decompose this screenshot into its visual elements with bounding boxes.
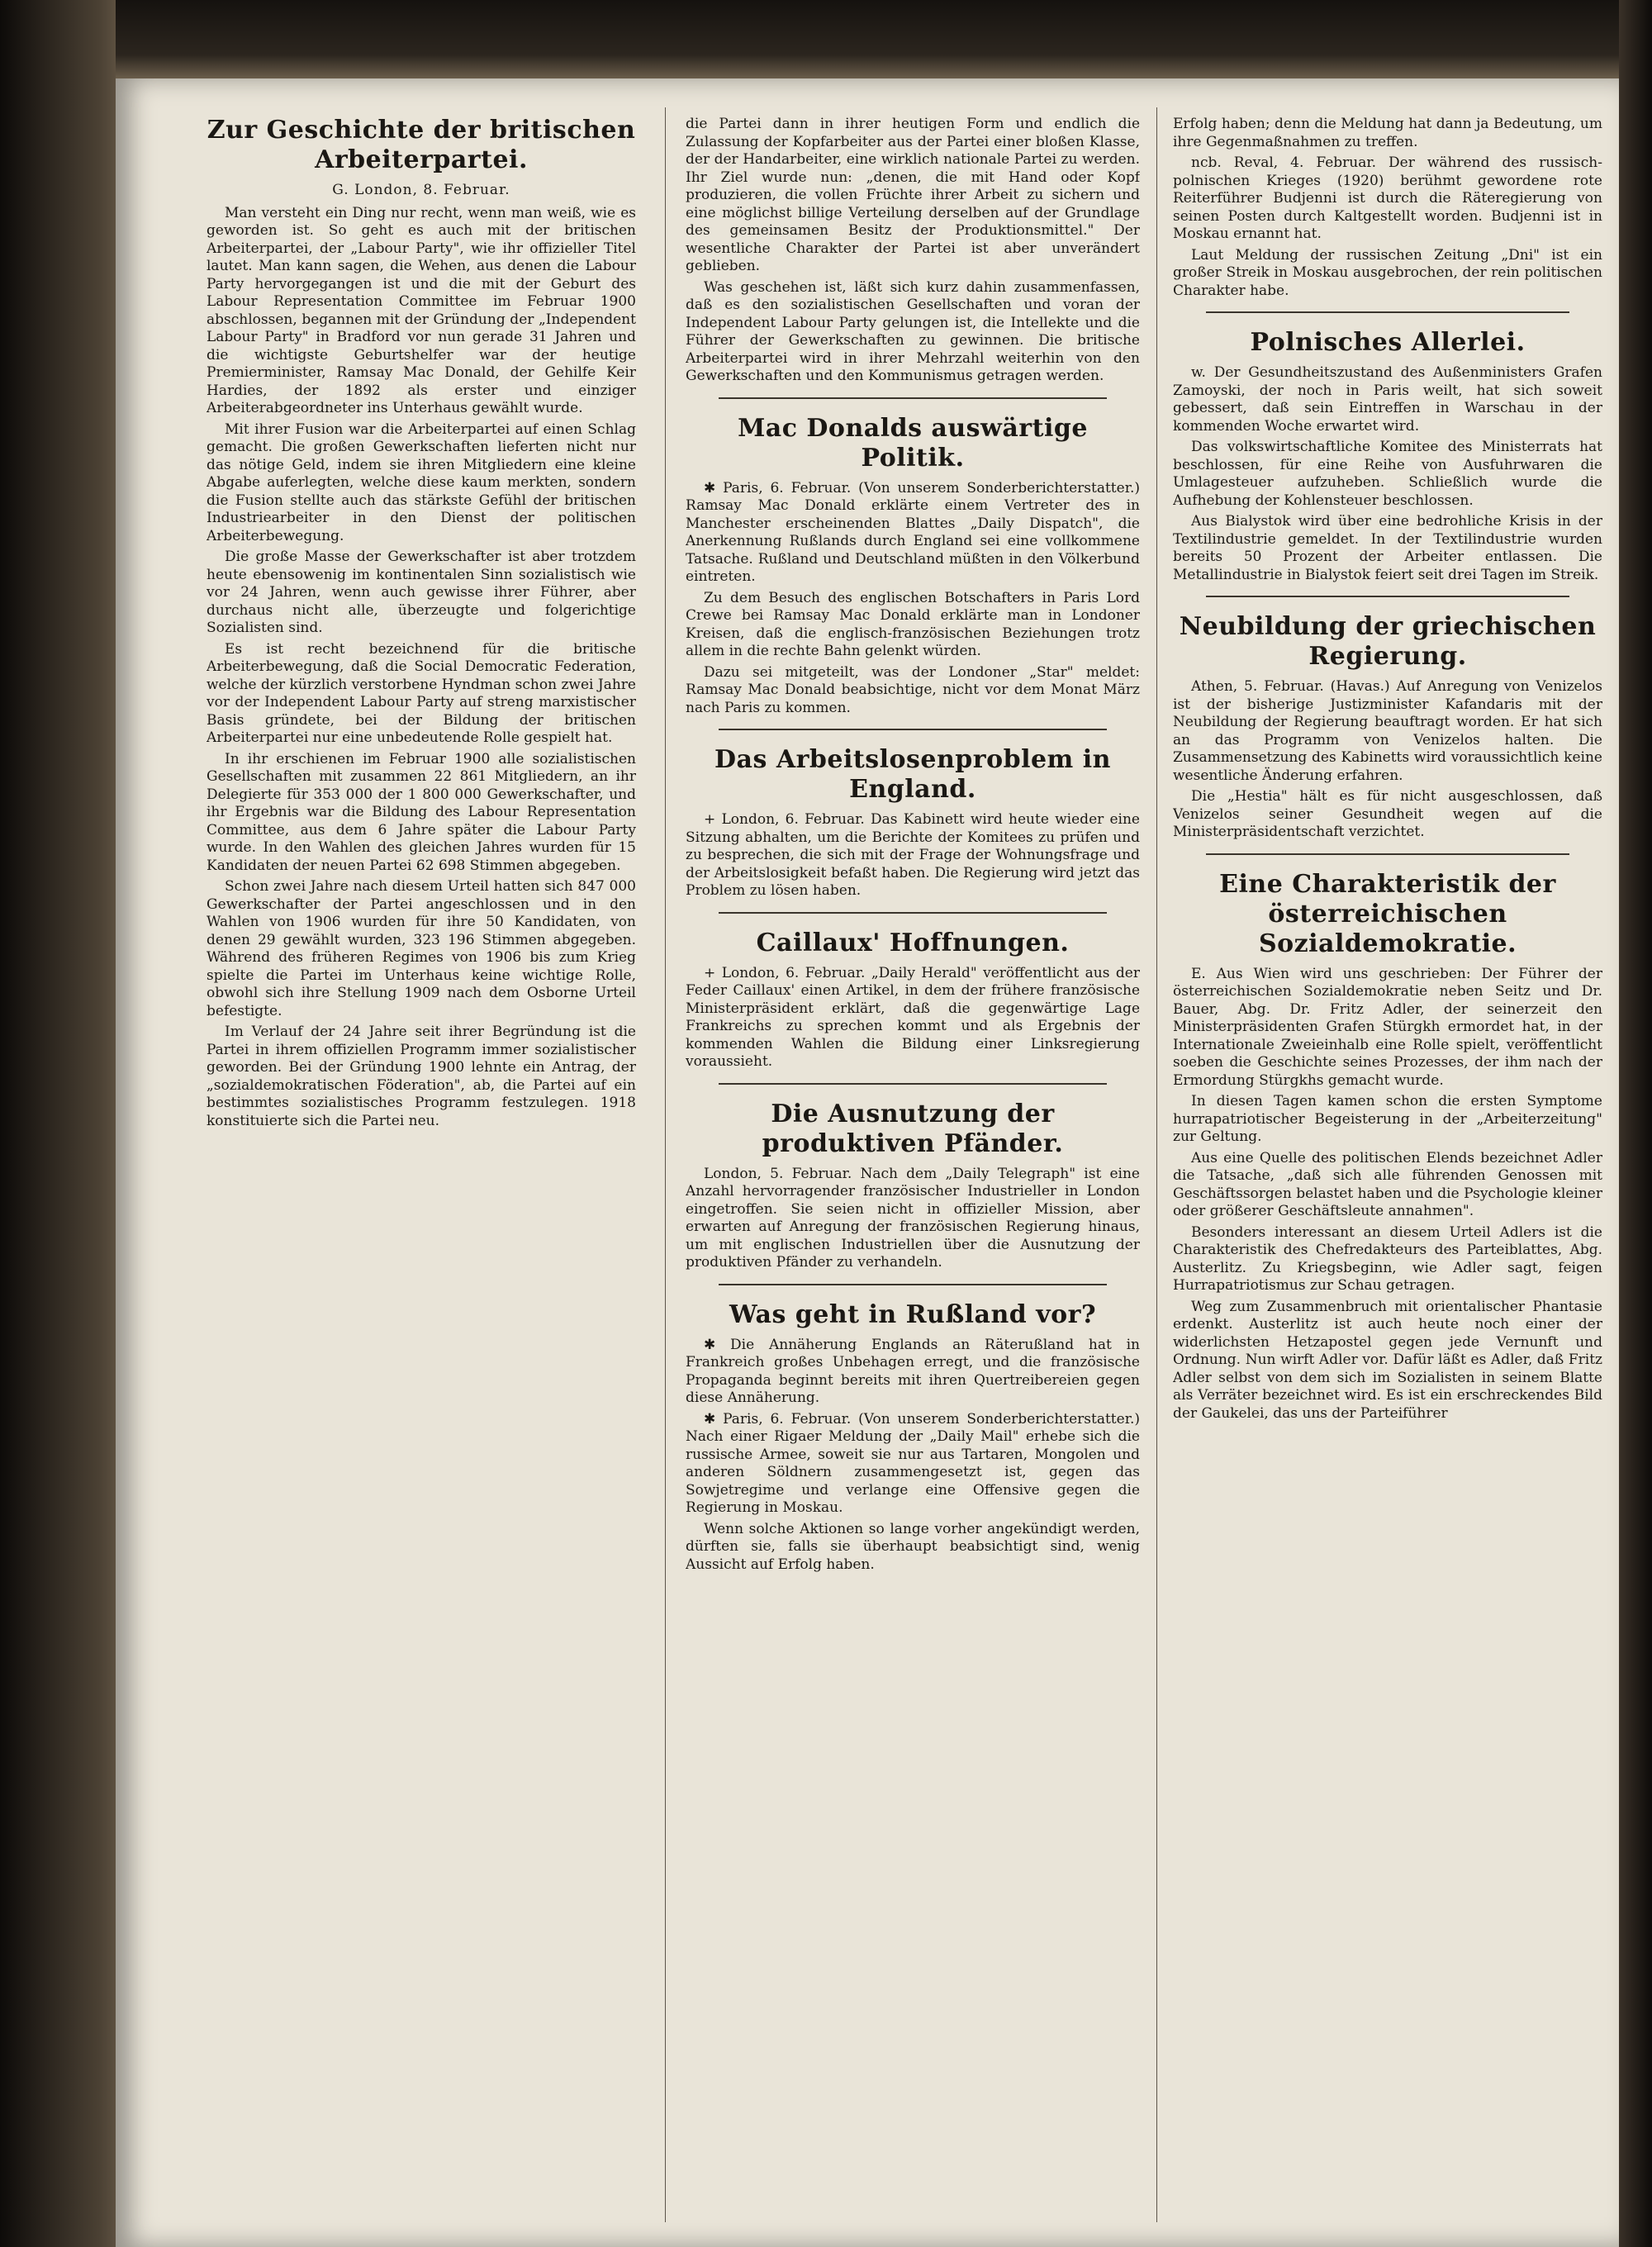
scan-top-edge xyxy=(116,0,1619,78)
headline-productive-pledges: Die Ausnutzung der produktiven Pfänder. xyxy=(762,1099,1064,1158)
paragraph: In ihr erschienen im Februar 1900 alle sozialistischen Gesellschaften mit zusammen 22 861 Mitgliedern, an ihr Delegierte für 353 000 der 1 800 000 Gewerkschafter, und ihr Ergebnis war die Bildung des Labour Representation Committee, aus dem 6 Jahre später die Labour Party wurde. In den Wahlen des gleichen Jahres wurden für 15 Kandidaten der neuen Partei 62 698 Stimmen abgegeben. xyxy=(206,750,636,874)
section-rule xyxy=(1206,311,1569,313)
paragraph: Zu dem Besuch des englischen Botschafters in Paris Lord Crewe bei Ramsay Mac Donald erklärte man in Londoner Kreisen, daß die englisch-französischen Beziehungen trotz allem in die rechte Bahn gelenkt würden. xyxy=(686,589,1140,659)
section-rule xyxy=(719,729,1107,730)
paragraph: Die „Hestia" hält es für nicht ausgeschlossen, daß Venizelos seiner Gesundheit wegen auf die Ministerpräsidentschaft verzichtet. xyxy=(1173,788,1602,840)
paragraph: ✱ Die Annäherung Englands an Räterußland hat in Frankreich großes Unbehagen erregt, und die französische Propaganda beginnt bereits mit ihren Quertreibereien gegen diese Annäherung. xyxy=(686,1336,1140,1406)
book-binding-right xyxy=(1619,0,1652,2247)
dateline: G. London, 8. Februar. xyxy=(332,182,510,198)
headline-unemployment-england: Das Arbeitslosenproblem in England. xyxy=(714,745,1111,804)
section-rule xyxy=(719,1083,1107,1085)
paragraph: ✱ Paris, 6. Februar. (Von unserem Sonderberichterstatter.) Nach einer Rigaer Meldung der „Daily Mail" erhebe sich die russische Armee, soweit sie nur aus Tartaren, Mongolen und anderen Söldnern zusammengesetzt ist, gegen das Sowjetregime und verlange eine Offensive gegen die Regierung in Moskau. xyxy=(686,1410,1140,1516)
paragraph: Besonders interessant an diesem Urteil Adlers ist die Charakteristik des Chefredakteurs des Parteiblattes, Abg. Austerlitz. Zu Kriegsbeginn, wie Adler sagt, feigen Hurrapatriotismus zur Schau getragen. xyxy=(1173,1223,1602,1294)
section-rule xyxy=(1206,853,1569,855)
paragraph: ncb. Reval, 4. Februar. Der während des russisch-polnischen Krieges (1920) berühmt gewordene rote Reiterführer Budjenni ist durch die Räteregierung von seinen Posten durch Kaltgestellt worden. Budjenni ist in Moskau ernannt hat. xyxy=(1173,154,1602,242)
section-rule xyxy=(719,1284,1107,1285)
paragraph: Was geschehen ist, läßt sich kurz dahin zusammenfassen, daß es den sozialistischen Gesellschaften und voran der Independent Labour Party gelungen ist, die Intellekte und die Führer der Gewerkschaften zu gewinnen. Die britische Arbeiterpartei wird in ihrer Mehrzahl weiterhin von den Gewerkschaften und den Kommunismus getragen werden. xyxy=(686,278,1140,384)
paragraph: Dazu sei mitgeteilt, was der Londoner „Star" meldet: Ramsay Mac Donald beabsichtige, nicht vor dem Monat März nach Paris zu kommen. xyxy=(686,663,1140,716)
paragraph: w. Der Gesundheitszustand des Außenministers Grafen Zamoyski, der noch in Paris weilt, hat sich soweit gebessert, daß sein Eintreffen in Warschau in der kommenden Woche erwartet wird. xyxy=(1173,364,1602,435)
paragraph: Im Verlauf der 24 Jahre seit ihrer Begründung ist die Partei in ihrem offiziellen Programm immer sozialistischer geworden. Bei der Gründung 1900 lehnte ein Antrag, der „sozialdemokratischen Föderation", ab, die Partei auf ein bestimmtes sozialistisches Programm festzulegen. 1918 konstituierte sich die Partei neu. xyxy=(206,1024,636,1129)
headline-macdonald-foreign-policy: Mac Donalds auswärtige Politik. xyxy=(738,413,1088,473)
column-2 xyxy=(686,116,1140,2230)
column-1 xyxy=(206,116,636,2230)
paragraph: Athen, 5. Februar. (Havas.) Auf Anregung von Venizelos ist der bisherige Justizminister Kafandaris mit der Neubildung der Regierung beauftragt worden. Er hat sich an das Programm von Venizelos halten. Die Zusammensetzung des Kabinetts wird voraussichtlich keine wesentliche Änderung erfahren. xyxy=(1173,678,1602,784)
paragraph: Laut Meldung der russischen Zeitung „Dni" ist ein großer Streik in Moskau ausgebrochen, der rein politischen Charakter habe. xyxy=(1173,246,1602,299)
paragraph: London, 5. Februar. Nach dem „Daily Telegraph" ist eine Anzahl hervorragender französischer Industrieller in London eingetroffen. Sie seien nicht in offizieller Mission, aber erwarten auf Anregung der französischen Regierung hinaus, um mit englischen Industriellen über die Ausnutzung der produktiven Pfänder zu verhandeln. xyxy=(686,1165,1140,1271)
section-rule xyxy=(1206,596,1569,597)
paragraph: Mit ihrer Fusion war die Arbeiterpartei auf einen Schlag gemacht. Die großen Gewerkschaften lieferten nicht nur das nötige Geld, indem sie ihren Mitgliedern eine kleine Abgabe auferlegten, welche diese kaum merkten, sondern die Fusion stellte auch das stärkste Gefühl der britischen Industriearbeiter in den Dienst der politischen Arbeiterbewegung. xyxy=(206,420,636,544)
paragraph: E. Aus Wien wird uns geschrieben: Der Führer der österreichischen Sozialdemokratie neben Seitz und Dr. Bauer, Abg. Dr. Fritz Adler, der seinerzeit den Ministerpräsidenten Grafen Stürgkh ermordet hat, in der Internationale Zweieinhalb eine Rolle spielt, veröffentlicht soeben die Geschichte seines Prozesses, der ihm nach der Ermordung Stürgkhs gemacht wurde. xyxy=(1173,965,1602,1089)
headline-caillaux-hopes: Caillaux' Hoffnungen. xyxy=(756,928,1070,957)
section-rule xyxy=(719,912,1107,914)
paragraph: Es ist recht bezeichnend für die britische Arbeiterbewegung, daß die Social Democratic Federation, welche der kürzlich verstorbene Hyndman schon zwei Jahre vor der Independent Labour Party auf streng marxistischer Basis gründete, bei der Bildung der britischen Arbeiterpartei nur eine unbedeutende Rolle gespielt hat. xyxy=(206,640,636,746)
section-rule xyxy=(719,397,1107,399)
headline-british-labour-party: Zur Geschichte der britischen Arbeiterpartei. xyxy=(206,116,636,174)
column-divider xyxy=(665,107,666,2222)
headline-polish-miscellany: Polnisches Allerlei. xyxy=(1250,328,1526,357)
headline-greek-government: Neubildung der griechischen Regierung. xyxy=(1179,612,1597,671)
paragraph: Man versteht ein Ding nur recht, wenn man weiß, wie es geworden ist. So geht es auch mit der britischen Arbeiterpartei, der „Labour Party", wie ihr offizieller Titel lautet. Man kann sagen, die Wehen, aus denen die Labour Party hervorgegangen ist und die mit der Geburt des Labour Representation Committee im Februar 1900 abschlossen, begannen mit der Gründung der „Independent Labour Party" in Bradford vor nun gerade 31 Jahren und die wichtigste Geburtshelfer war der heutige Premierminister, Ramsay Mac Donald, der Gehilfe Keir Hardies, der 1892 als erster und einziger Arbeiterabgeordneter ins Unterhaus gewählt wurde. xyxy=(206,204,636,416)
headline-austrian-social-democracy: Eine Charakteristik der österreichischen Sozialdemokratie. xyxy=(1219,869,1556,958)
headline-russia: Was geht in Rußland vor? xyxy=(729,1299,1097,1329)
paragraph: Das volkswirtschaftliche Komitee des Ministerrats hat beschlossen, für eine Reihe von Ausfuhrwaren die Umlagesteuer aufzuheben. Schließlich wurde die Aufhebung der Kohlensteuer beschlossen. xyxy=(1173,439,1602,509)
paragraph: Wenn solche Aktionen so lange vorher angekündigt werden, dürften sie, falls sie überhaupt beabsichtigt sind, wenig Aussicht auf Erfolg haben. xyxy=(686,1520,1140,1573)
column-3 xyxy=(1173,116,1602,2230)
book-binding-left xyxy=(0,0,116,2247)
paragraph: Weg zum Zusammenbruch mit orientalischer Phantasie erdenkt. Austerlitz ist auch heute noch einer der widerlichsten Hetzapostel gegen jede Vernunft und Ordnung. Nun wirft Adler vor. Dafür läßt es Adler, daß Fritz Adler selbst von dem sich im Sozialisten in seinem Blatte als Verräter bezeichnet wird. Es ist ein erschreckendes Bild der Gaukelei, das uns der Parteiführer xyxy=(1173,1298,1602,1422)
paragraph: Erfolg haben; denn die Meldung hat dann ja Bedeutung, um ihre Gegenmaßnahmen zu treffen. xyxy=(1173,116,1602,150)
paragraph: die Partei dann in ihrer heutigen Form und endlich die Zulassung der Kopfarbeiter aus der Partei einer bloßen Klasse, der der Handarbeiter, eine wirklich nationale Partei zu werden. Ihr Ziel wurde nun: „denen, die mit Hand oder Kopf produzieren, die vollen Früchte ihrer Arbeit zu sichern und eine möglichst billige Verteilung derselben auf der Grundlage des gemeinsamen Besitz der Produktionsmittel." Der wesentliche Charakter der Partei ist aber unverändert geblieben. xyxy=(686,116,1140,274)
paragraph: Die große Masse der Gewerkschafter ist aber trotzdem heute ebensowenig im kontinentalen Sinn sozialistisch wie vor 24 Jahren, wenn auch gewisse ihrer Führer, aber durchaus nicht alle, überzeugte und folgerichtige Sozialisten sind. xyxy=(206,549,636,636)
paragraph: Aus eine Quelle des politischen Elends bezeichnet Adler die Tatsache, „daß sich alle führenden Genossen mit Geschäftssorgen belastet haben und die Psychologie kleiner oder größerer Geschäftsleute annahmen". xyxy=(1173,1149,1602,1219)
paragraph: + London, 6. Februar. Das Kabinett wird heute wieder eine Sitzung abhalten, um die Berichte der Komitees zu prüfen und zu besprechen, die sich mit der Frage der Wohnungsfrage und der Arbeitslosigkeit befaßt haben. Die Regierung wird jetzt das Problem zu lösen haben. xyxy=(686,811,1140,899)
column-divider xyxy=(1156,107,1157,2222)
paragraph: Schon zwei Jahre nach diesem Urteil hatten sich 847 000 Gewerkschafter der Partei angeschlossen und in den Wahlen von 1906 wurden für ihre 50 Kandidaten, von denen 29 gewählt wurden, 323 196 Stimmen abgegeben. Während des früheren Regimes von 1906 bis zum Krieg spielte die Partei im Unterhaus keine wichtige Rolle, obwohl sich ihre Stellung 1909 nach dem Osborne Urteil befestigte. xyxy=(206,878,636,1019)
paragraph: Aus Bialystok wird über eine bedrohliche Krisis in der Textilindustrie gemeldet. In der Textilindustrie wurden bereits 50 Prozent der Arbeiter entlassen. Die Metallindustrie in Bialystok feiert seit drei Tagen im Streik. xyxy=(1173,513,1602,583)
paragraph: In diesen Tagen kamen schon die ersten Symptome hurrapatriotischer Begeisterung in der „Arbeiterzeitung" zur Geltung. xyxy=(1173,1093,1602,1145)
paragraph: ✱ Paris, 6. Februar. (Von unserem Sonderberichterstatter.) Ramsay Mac Donald erklärte einem Vertreter des in Manchester erscheinenden Blattes „Daily Dispatch", die Anerkennung Rußlands durch England sei eine vollkommene Tatsache. Rußland und Deutschland müßten in den Völkerbund eintreten. xyxy=(686,479,1140,585)
paragraph: + London, 6. Februar. „Daily Herald" veröffentlicht aus der Feder Caillaux' einen Artikel, in dem der frühere französische Ministerpräsident erklärt, daß die gegenwärtige Lage Frankreichs zu sprechen kommt und als Ergebnis der kommenden Wahlen die Bildung einer Linksregierung voraussieht. xyxy=(686,964,1140,1070)
